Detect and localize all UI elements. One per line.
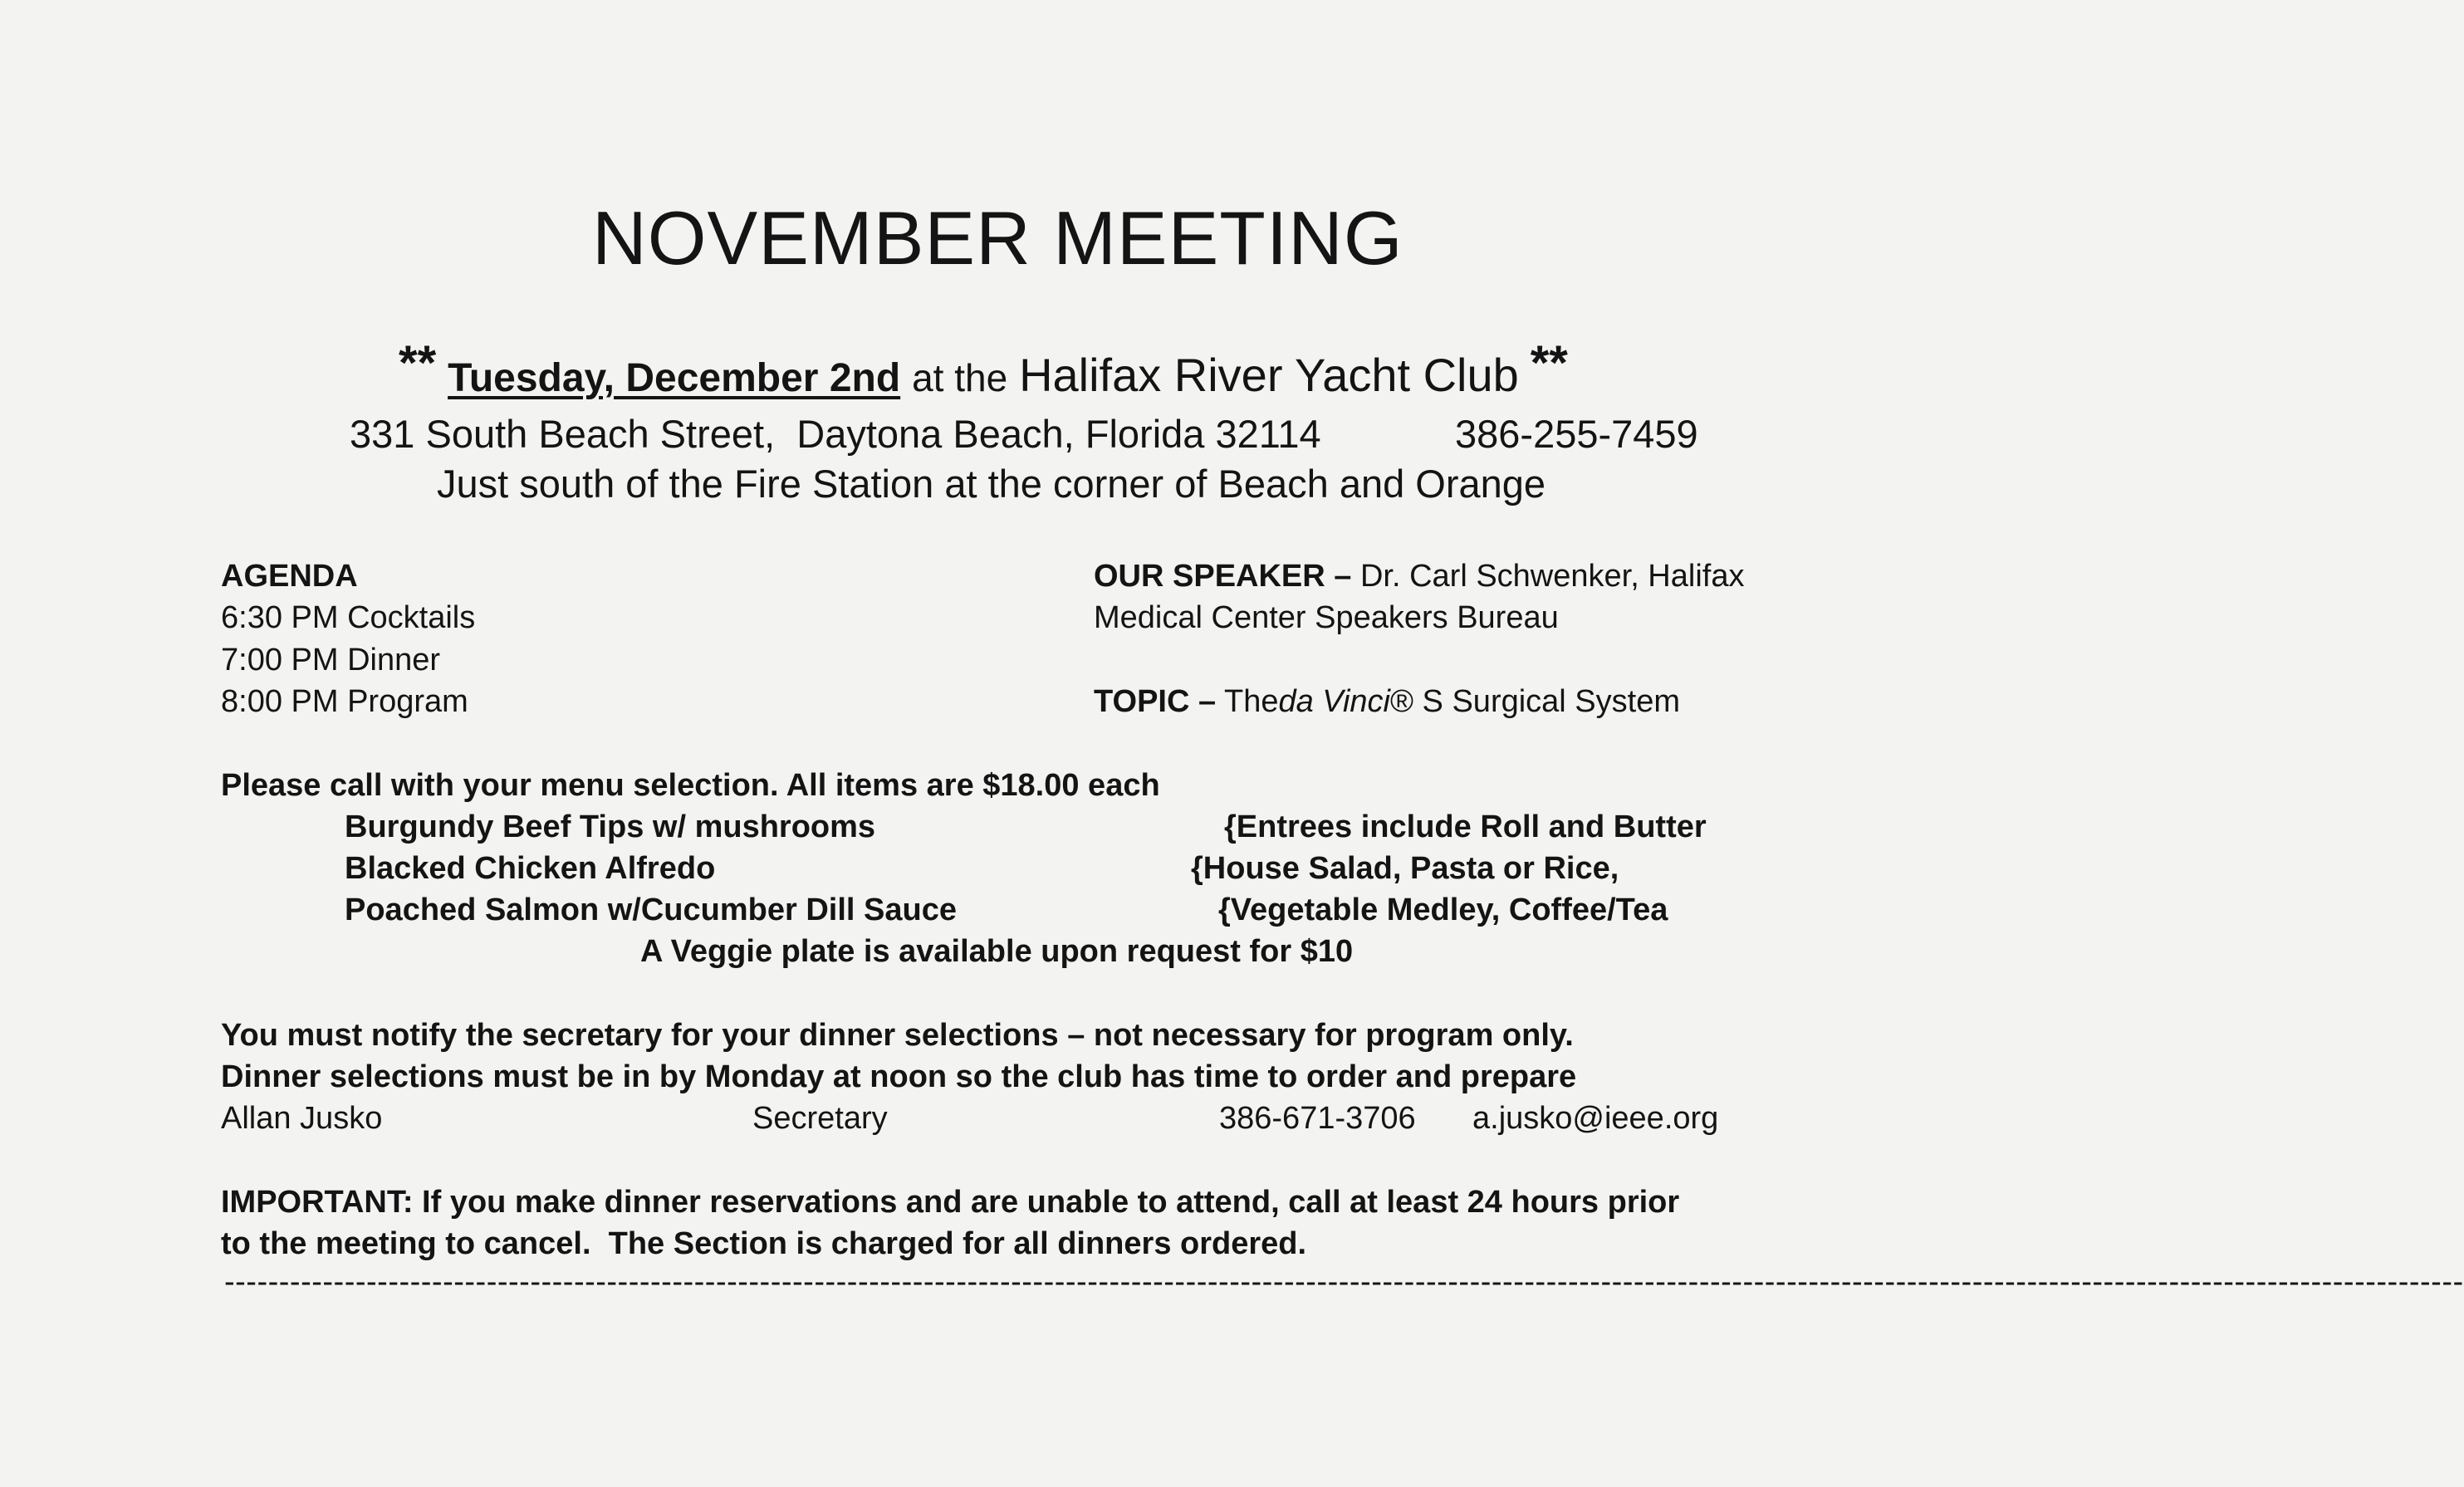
menu-item: Poached Salmon w/Cucumber Dill Sauce bbox=[345, 893, 957, 927]
topic-italic: da Vinci bbox=[1278, 684, 1390, 719]
event-phone: 386-255-7459 bbox=[1455, 412, 1698, 456]
agenda-item: 8:00 PM Program bbox=[221, 684, 468, 719]
important-line: to the meeting to cancel. The Section is charged for all dinners ordered. bbox=[221, 1226, 1307, 1261]
stars-left: ** bbox=[399, 336, 437, 390]
menu-includes: {Entrees include Roll and Butter bbox=[1224, 810, 1707, 844]
topic-line bbox=[1094, 684, 1680, 720]
menu-item: Blacked Chicken Alfredo bbox=[345, 851, 716, 886]
contact-phone: 386-671-3706 bbox=[1219, 1101, 1416, 1136]
page-title: NOVEMBER MEETING bbox=[592, 197, 1403, 281]
agenda-heading: AGENDA bbox=[221, 559, 358, 594]
important-line: IMPORTANT: If you make dinner reservations and are unable to attend, call at least 24 hours prior bbox=[221, 1185, 1680, 1220]
topic-post: ® S Surgical System bbox=[1390, 684, 1680, 719]
speaker-affiliation: Medical Center Speakers Bureau bbox=[1094, 600, 1559, 635]
contact-role: Secretary bbox=[752, 1101, 888, 1136]
notice-line: Dinner selections must be in by Monday at noon so the club has time to order and prepare bbox=[221, 1059, 1577, 1094]
speaker-label: OUR SPEAKER – bbox=[1094, 559, 1352, 594]
event-address: 331 South Beach Street, Daytona Beach, Florida 32114 bbox=[350, 412, 1321, 456]
menu-includes: {House Salad, Pasta or Rice, bbox=[1191, 851, 1619, 886]
menu-includes: {Vegetable Medley, Coffee/Tea bbox=[1218, 893, 1668, 927]
topic-label: TOPIC – bbox=[1094, 684, 1217, 719]
contact-email: a.jusko@ieee.org bbox=[1472, 1101, 1719, 1136]
menu-veggie: A Veggie plate is available upon request for $10 bbox=[640, 934, 1354, 969]
event-venue: Halifax River Yacht Club bbox=[1019, 349, 1519, 401]
menu-intro: Please call with your menu selection. All items are $18.00 each bbox=[221, 768, 1160, 803]
stars-right: ** bbox=[1530, 336, 1568, 390]
dashed-divider: ------------------------------------------------------------------------------------------------------------------------------------------------------------------------------------------------------------- bbox=[224, 1264, 2464, 1299]
event-directions: Just south of the Fire Station at the corner of Beach and Orange bbox=[437, 462, 1546, 506]
agenda-item: 7:00 PM Dinner bbox=[221, 643, 441, 677]
speaker-name: Dr. Carl Schwenker, Halifax bbox=[1359, 559, 1745, 594]
topic-pre: The bbox=[1224, 684, 1279, 719]
speaker-line bbox=[1094, 559, 1744, 594]
event-at-the: at the bbox=[912, 356, 1008, 399]
notice-line: You must notify the secretary for your dinner selections – not necessary for program only. bbox=[221, 1018, 1574, 1053]
event-date: Tuesday, December 2nd bbox=[448, 356, 901, 400]
agenda-item: 6:30 PM Cocktails bbox=[221, 600, 476, 635]
menu-item: Burgundy Beef Tips w/ mushrooms bbox=[345, 810, 876, 844]
contact-name: Allan Jusko bbox=[221, 1101, 383, 1136]
event-line bbox=[399, 336, 1568, 403]
